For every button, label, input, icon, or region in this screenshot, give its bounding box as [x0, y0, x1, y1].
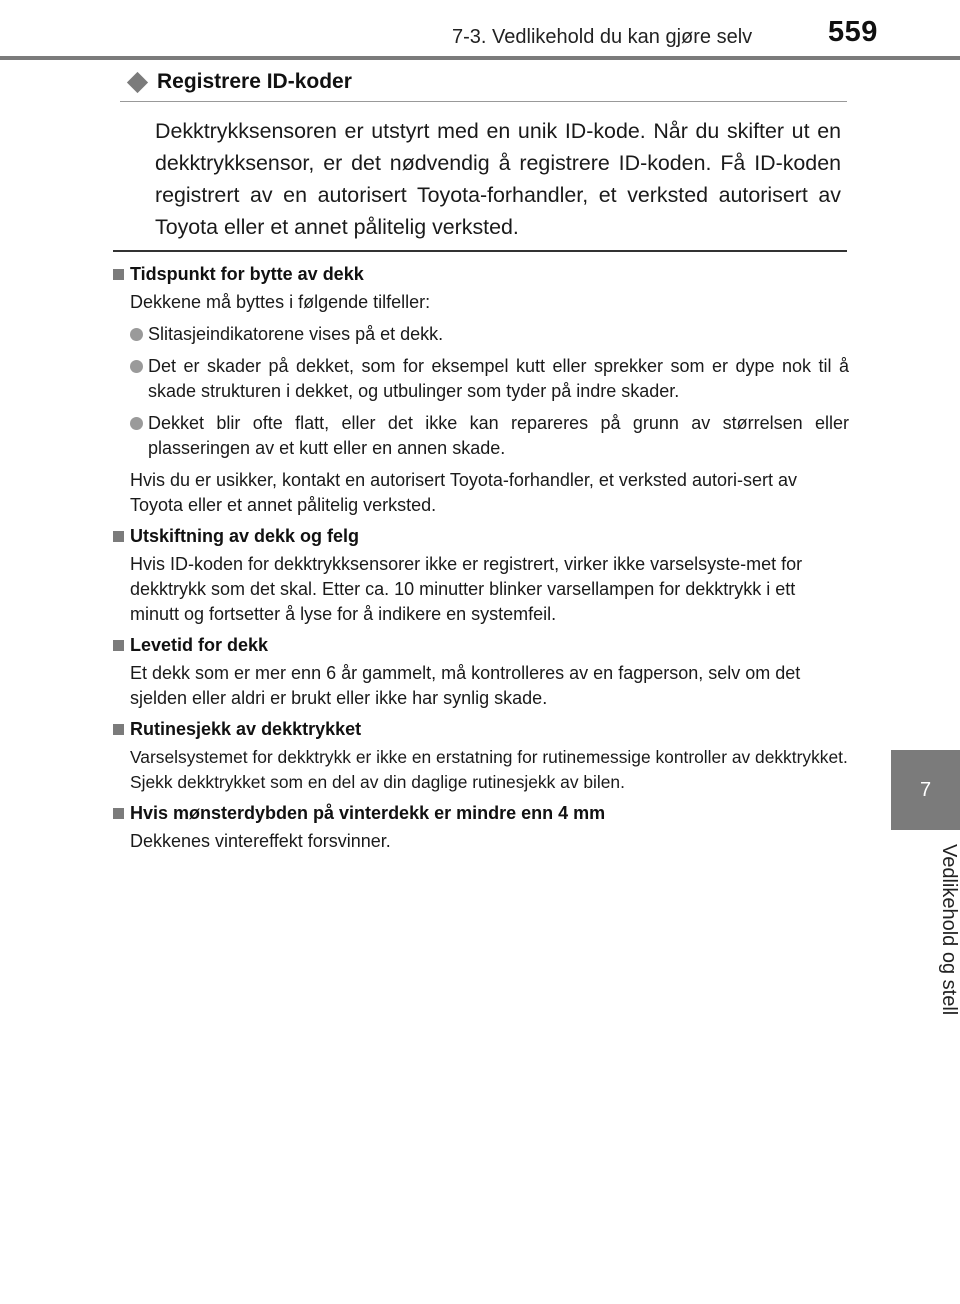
- chapter-label: Vedlikehold og stell: [938, 844, 960, 1016]
- box-heading: [128, 70, 352, 94]
- list-item-text: Det er skader på dekket, som for eksempel kutt eller sprekker som er dype nok til å skade strukturen i dekket, og utbulinger som tyder på indre skader.: [148, 356, 849, 401]
- section-heading: [113, 633, 849, 658]
- section-heading: [113, 717, 849, 742]
- list-item-text: Dekket blir ofte flatt, eller det ikke kan repareres på grunn av størrelsen eller plasseringen av et kutt eller en annen skade.: [148, 413, 849, 458]
- square-bullet-icon: [113, 724, 124, 735]
- header-rule: [0, 56, 960, 60]
- section-title: Tidspunkt for bytte av dekk: [130, 264, 364, 284]
- list-item: [113, 322, 849, 347]
- list-item-text: Slitasjeindikatorene vises på et dekk.: [148, 324, 444, 344]
- box-body: Dekktrykksensoren er utstyrt med en unik ID-kode. Når du skifter ut en dekktrykksensor, er det nødvendig å registrere ID-koden. Få ID-koden registrert av en autorisert Toyota-forhandler, et verksted autorisert av Toyota eller et annet pålitelig verksted.: [155, 119, 841, 239]
- list-item: [113, 411, 849, 461]
- box-bottom-rule: [113, 250, 847, 252]
- box-title-rule: [120, 101, 847, 102]
- section-body: Hvis ID-koden for dekktrykksensorer ikke er registrert, virker ikke varselsyste-met for dekktrykk som det skal. Etter ca. 10 minutter blinker varsellampen for dekktrykk i ett minutt og fortsetter å lyse for å indikere en systemfeil.: [130, 554, 803, 624]
- section-title: Utskiftning av dekk og felg: [130, 526, 360, 546]
- section-title: Levetid for dekk: [130, 635, 269, 655]
- box-title: Registrere ID-koder: [157, 70, 352, 93]
- bullet-dot-icon: [130, 360, 143, 373]
- chapter-number: 7: [919, 778, 932, 801]
- section-body: Varselsystemet for dekktrykk er ikke en erstatning for rutinemessige kontroller av dekktrykket. Sjekk dekktrykket som en del av din daglige rutinesjekk av bilen.: [130, 747, 848, 792]
- square-bullet-icon: [113, 808, 124, 819]
- section-heading: [113, 801, 849, 826]
- section-title: Rutinesjekk av dekktrykket: [130, 719, 362, 739]
- page-number: 559: [828, 16, 878, 48]
- header-section-title: 7-3. Vedlikehold du kan gjøre selv: [452, 26, 753, 48]
- section-outro: Hvis du er usikker, kontakt en autorisert Toyota-forhandler, et verksted autori-sert av Toyota eller et annet pålitelig verksted.: [130, 470, 797, 515]
- section-intro: Dekkene må byttes i følgende tilfeller:: [130, 292, 431, 312]
- section-title: Hvis mønsterdybden på vinterdekk er mindre enn 4 mm: [130, 803, 606, 823]
- chapter-tab: [891, 750, 960, 830]
- square-bullet-icon: [113, 640, 124, 651]
- section-body: Et dekk som er mer enn 6 år gammelt, må kontrolleres av en fagperson, selv om det sjelden eller aldri er brukt eller ikke har synlig skade.: [130, 663, 801, 708]
- bullet-dot-icon: [130, 328, 143, 341]
- bullet-dot-icon: [130, 417, 143, 430]
- diamond-icon: [127, 71, 148, 92]
- square-bullet-icon: [113, 531, 124, 542]
- section-body: Dekkenes vintereffekt forsvinner.: [130, 831, 391, 851]
- list-item: [113, 354, 849, 404]
- square-bullet-icon: [113, 269, 124, 280]
- section-heading: [113, 524, 849, 549]
- section-heading: [113, 262, 849, 287]
- main-content: [113, 262, 849, 854]
